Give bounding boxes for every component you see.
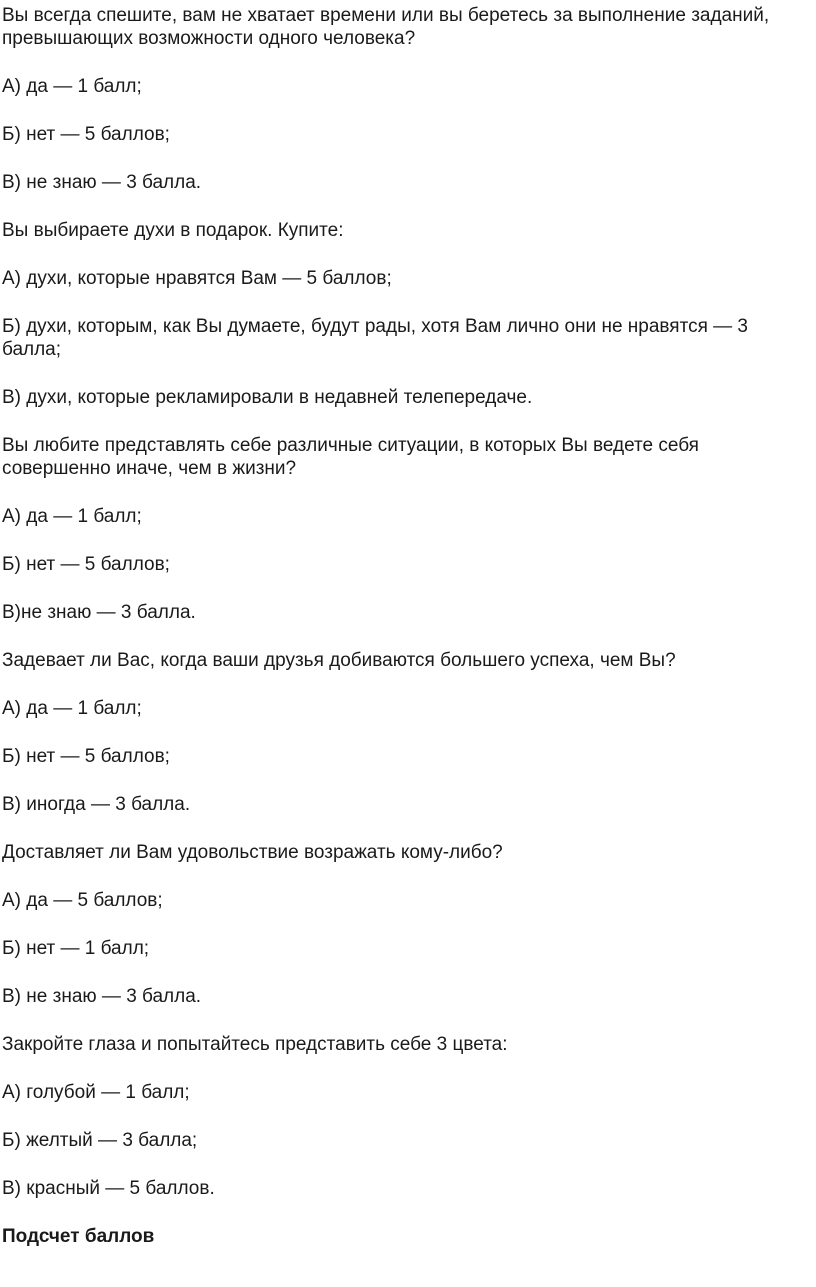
scoring-heading: Подсчет баллов [2,1226,155,1247]
answer-option: А) голубой — 1 балл; [2,1082,190,1103]
answer-option: Б) нет — 5 баллов; [2,746,170,767]
question-text: Закройте глаза и попытайтесь представить себе 3 цвета: [2,1034,508,1055]
question-text: Вы всегда спешите, вам не хватает времени или вы беретесь за выполнение заданий, превышающих возможности одного человека? [2,5,770,49]
answer-option: В) духи, которые рекламировали в недавней телепередаче. [2,387,533,408]
question-text: Вы любите представлять себе различные ситуации, в которых Вы ведете себя совершенно иначе, чем в жизни? [2,435,699,479]
answer-option: В) не знаю — 3 балла. [2,172,202,193]
answer-option: Б) желтый — 3 балла; [2,1130,198,1151]
answer-option: В) иногда — 3 балла. [2,794,191,815]
answer-option: Б) нет — 5 баллов; [2,554,170,575]
answer-option: А) да — 1 балл; [2,506,142,527]
answer-option: Б) нет — 1 балл; [2,938,150,959]
answer-option: В)не знаю — 3 балла. [2,602,196,623]
answer-option: Б) нет — 5 баллов; [2,124,170,145]
answer-option: А) да — 5 баллов; [2,890,163,911]
answer-option: А) да — 1 балл; [2,76,142,97]
answer-option: А) да — 1 балл; [2,698,142,719]
question-text: Вы выбираете духи в подарок. Купите: [2,220,344,241]
question-text: Задевает ли Вас, когда ваши друзья добиваются большего успеха, чем Вы? [2,650,676,671]
question-text: Доставляет ли Вам удовольствие возражать кому-либо? [2,842,503,863]
answer-option: А) духи, которые нравятся Вам — 5 баллов; [2,268,392,289]
answer-option: В) не знаю — 3 балла. [2,986,202,1007]
answer-option: Б) духи, которым, как Вы думаете, будут рады, хотя Вам лично они не нравятся — 3 балла; [2,316,749,360]
answer-option: В) красный — 5 баллов. [2,1178,215,1199]
document-body [2,0,812,1248]
